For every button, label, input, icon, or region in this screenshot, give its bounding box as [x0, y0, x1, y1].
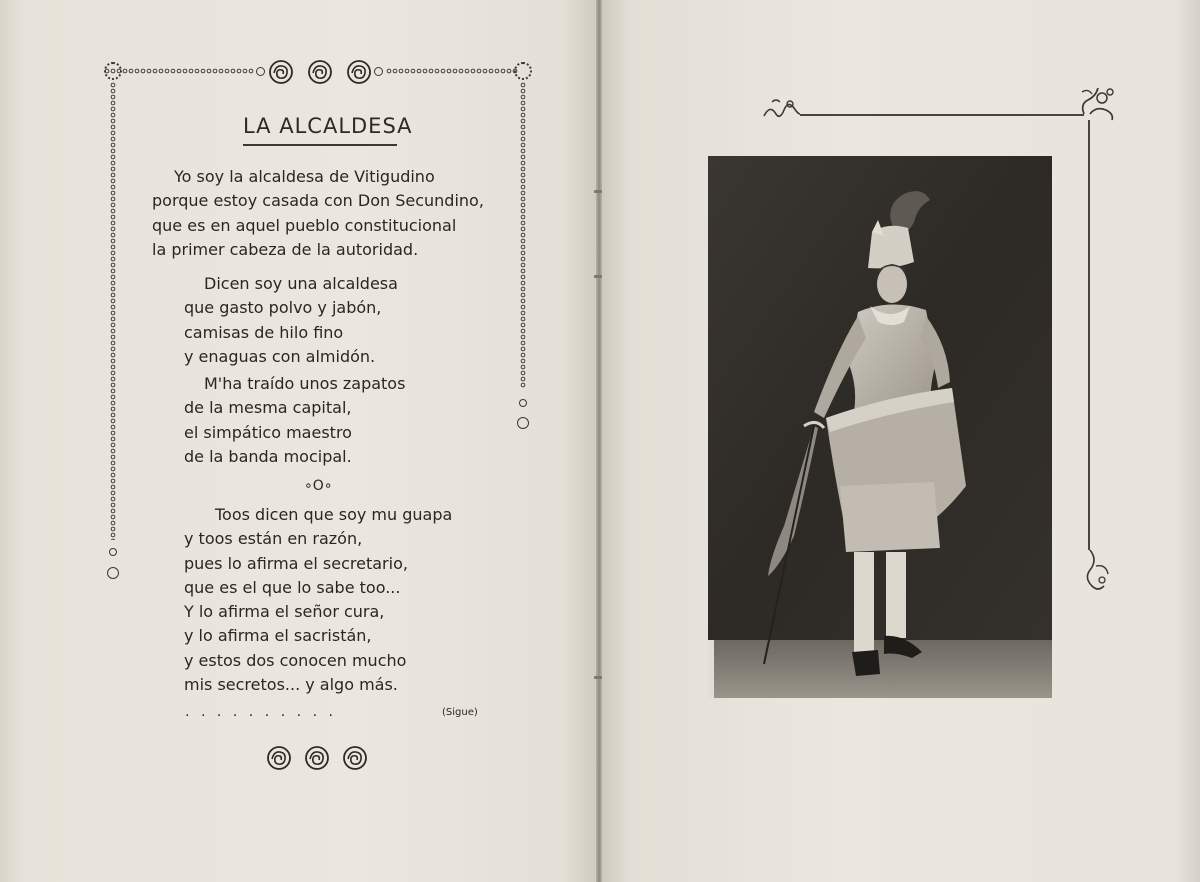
stanza-3: [184, 372, 405, 469]
verse-line: Y lo afirma el señor cura,: [184, 602, 385, 622]
book-gutter: [596, 0, 602, 882]
binding-stitch: [594, 190, 602, 193]
border-end-ring: [107, 567, 119, 579]
rose-ornament-icon: [346, 59, 372, 85]
verse-line: la primer cabeza de la autoridad.: [152, 239, 419, 259]
continuation-dots: ..........: [185, 704, 345, 720]
verse-line: porque estoy casada con Don Secundino,: [152, 191, 484, 211]
border-right-dots: [520, 82, 526, 388]
title-underline: [243, 144, 397, 146]
verse-line: Dicen soy una alcaldesa: [204, 274, 398, 293]
verse-line: y enaguas con almidón.: [184, 346, 376, 366]
stanza-2: [184, 272, 398, 369]
border-small-ring: [374, 67, 383, 76]
frame-right-line: [1088, 120, 1090, 550]
verse-line: que gasto polvo y jabón,: [184, 298, 382, 318]
border-corner-ring-right: [514, 62, 532, 80]
verse-line: camisas de hilo fino: [184, 322, 344, 342]
border-top-left-dots: [104, 68, 254, 74]
border-corner-ring-left: [104, 62, 122, 80]
binding-stitch: [594, 275, 602, 278]
border-left-dots: [110, 82, 116, 540]
stanza-separator: ∘O∘: [304, 478, 333, 494]
border-small-ring: [256, 67, 265, 76]
border-end-ring-small: [109, 548, 117, 556]
rose-ornament-icon: [268, 59, 294, 85]
verse-line: Toos dicen que soy mu guapa: [215, 505, 453, 524]
binding-stitch: [594, 676, 602, 679]
verse-line: que es el que lo sabe too...: [184, 577, 401, 597]
rose-ornament-icon: [304, 745, 330, 771]
stanza-1: [152, 165, 484, 262]
verse-line: que es en aquel pueblo constitucional: [152, 215, 457, 235]
rose-ornament-icon: [307, 59, 333, 85]
verse-line: el simpático maestro: [184, 422, 352, 442]
flourish-corner-icon: [1076, 84, 1118, 126]
verse-line: y estos dos conocen mucho: [184, 650, 407, 670]
flourish-bottom-icon: [1084, 546, 1114, 594]
verse-line: Yo soy la alcaldesa de Vitigudino: [174, 167, 435, 186]
verse-line: M'ha traído unos zapatos: [204, 374, 406, 393]
border-end-ring-small: [519, 399, 527, 407]
frame-top-line: [800, 114, 1084, 116]
verse-line: y toos están en razón,: [184, 529, 363, 549]
continued-note: (Sigue): [442, 707, 478, 718]
verse-line: pues lo afirma el secretario,: [184, 553, 408, 573]
rose-ornament-icon: [266, 745, 292, 771]
flourish-left-icon: [762, 96, 802, 122]
verse-line: mis secretos... y algo más.: [184, 675, 398, 695]
verse-line: de la mesma capital,: [184, 398, 352, 418]
border-end-ring: [517, 417, 529, 429]
poem-title: LA ALCALDESA: [243, 114, 413, 138]
verse-line: y lo afirma el sacristán,: [184, 626, 372, 646]
woman-portrait-photo: [708, 156, 1052, 698]
border-top-right-dots: [386, 68, 518, 74]
stanza-4: [184, 503, 452, 697]
verse-line: de la banda mocipal.: [184, 446, 352, 466]
rose-ornament-icon: [342, 745, 368, 771]
